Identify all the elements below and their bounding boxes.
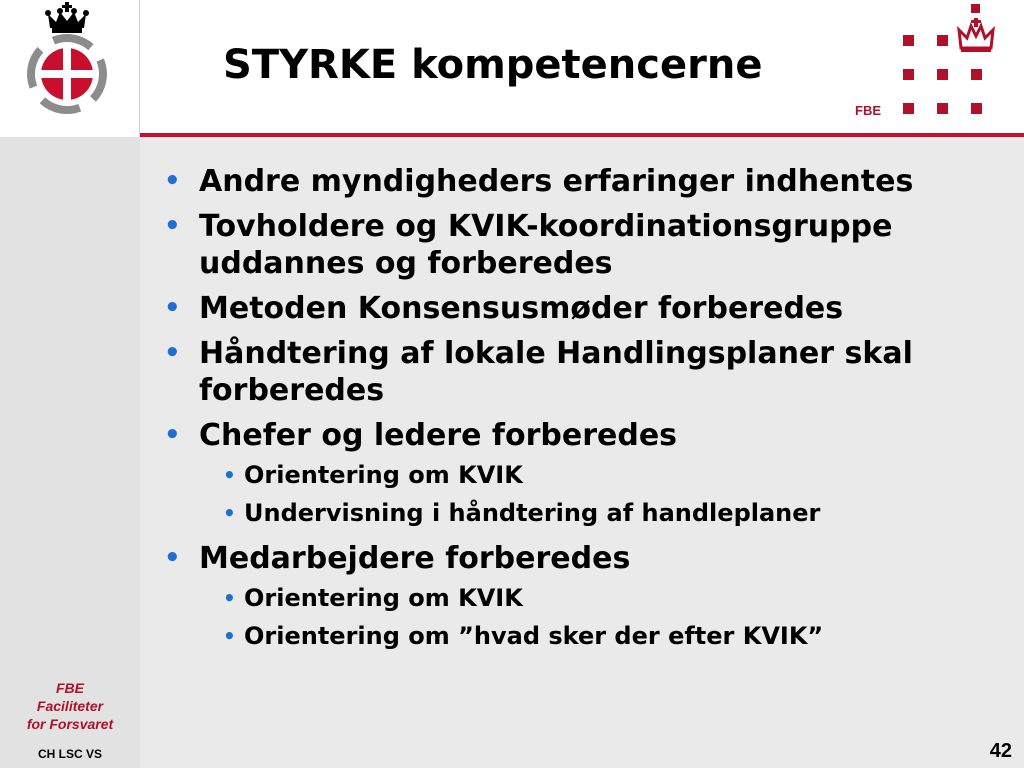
page-number: 42	[989, 740, 1012, 762]
bullet-dot-icon: •	[223, 501, 236, 525]
sub-bullet-text: Orientering om ”hvad sker der efter KVIK”	[244, 622, 824, 650]
bullet-item	[160, 417, 1010, 532]
sidebar-label-faciliteter: Faciliteter	[36, 698, 104, 714]
header-tag: FBE	[855, 103, 881, 118]
sub-bullet-item	[199, 579, 1010, 617]
bullet-text: Håndtering af lokale Handlingsplaner skal forberedes	[199, 336, 913, 408]
slide-title: STYRKE kompetencerne	[223, 42, 763, 88]
sub-bullet-list	[199, 456, 1010, 532]
sub-bullet-item	[199, 494, 1010, 532]
bullet-dot-icon: •	[164, 211, 181, 241]
bullet-item	[160, 335, 1010, 409]
sub-bullet-text: Undervisning i håndtering af handleplaner	[244, 499, 821, 527]
bullet-text: Medarbejdere forberedes	[199, 541, 631, 576]
bullet-dot-icon: •	[164, 338, 181, 368]
bullet-item	[160, 290, 1010, 327]
sub-bullet-text: Orientering om KVIK	[244, 584, 523, 612]
header-divider-vertical	[139, 0, 140, 137]
bullet-text: Tovholdere og KVIK-koordinationsgruppe uddannes og forberedes	[199, 209, 893, 281]
crown-dots-emblem-icon	[895, 0, 1024, 129]
footer-label: CH LSC VS	[37, 747, 102, 761]
sidebar-label-forsvaret: for Forsvaret	[26, 716, 114, 732]
sub-bullet-list	[199, 579, 1010, 655]
bullet-item	[160, 163, 1010, 200]
bullet-dot-icon: •	[164, 293, 181, 323]
bullet-dot-icon: •	[164, 543, 181, 573]
bullet-text: Metoden Konsensusmøder forberedes	[199, 291, 844, 326]
sub-bullet-item	[199, 456, 1010, 494]
bullet-dot-icon: •	[164, 420, 181, 450]
sidebar-label-fbe: FBE	[56, 680, 84, 696]
bullet-item	[160, 208, 1010, 282]
sub-bullet-text: Orientering om KVIK	[244, 461, 523, 489]
header-divider-red	[140, 133, 1024, 137]
bullet-dot-icon: •	[164, 166, 181, 196]
sub-bullet-item	[199, 617, 1010, 655]
crowned-cross-emblem-icon	[12, 2, 122, 121]
bullet-dot-icon: •	[223, 586, 236, 610]
bullet-item	[160, 540, 1010, 655]
bullet-dot-icon: •	[223, 624, 236, 648]
bullet-text: Chefer og ledere forberedes	[199, 418, 678, 453]
left-sidebar	[0, 137, 140, 768]
bullet-text: Andre myndigheders erfaringer indhentes	[199, 164, 914, 199]
bullet-dot-icon: •	[223, 463, 236, 487]
bullet-list	[160, 163, 1010, 663]
